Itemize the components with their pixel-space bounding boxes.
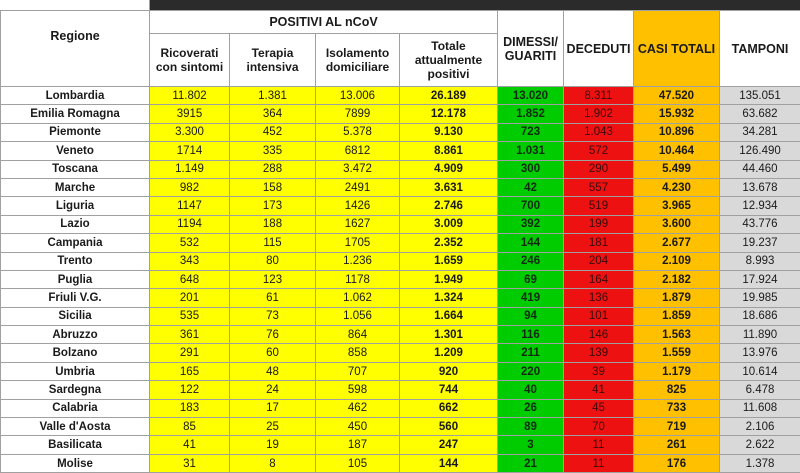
cell-terapia: 8 [230,454,316,472]
table-row [1,289,800,307]
cell-isolamento: 5.378 [316,123,400,141]
header-positivi-group: POSITIVI AL nCoV [150,11,498,34]
cell-totale: 3.631 [400,178,498,196]
cell-ricoverati: 41 [150,436,230,454]
table-row [1,178,800,196]
cell-deceduti: 1.902 [564,105,634,123]
cell-ricoverati: 3.300 [150,123,230,141]
cell-terapia: 76 [230,326,316,344]
cell-regione: Bolzano [1,344,150,362]
cell-dimessi: 13.020 [498,87,564,105]
header-dimessi: DIMESSI/ GUARITI [498,11,564,87]
cell-regione: Umbria [1,362,150,380]
cell-regione: Puglia [1,270,150,288]
cell-dimessi: 69 [498,270,564,288]
cell-deceduti: 70 [564,418,634,436]
cell-terapia: 60 [230,344,316,362]
cell-totale: 3.009 [400,215,498,233]
top-cap-row [1,0,800,11]
cell-terapia: 48 [230,362,316,380]
cell-ricoverati: 343 [150,252,230,270]
cell-terapia: 24 [230,381,316,399]
cell-ricoverati: 648 [150,270,230,288]
table-row [1,270,800,288]
cell-terapia: 61 [230,289,316,307]
cell-totale: 1.209 [400,344,498,362]
cell-casi-totali: 825 [634,381,720,399]
cell-deceduti: 41 [564,381,634,399]
table-row [1,123,800,141]
cell-deceduti: 101 [564,307,634,325]
cell-dimessi: 116 [498,326,564,344]
cell-tamponi: 2.622 [720,436,800,454]
table-row [1,381,800,399]
cell-deceduti: 204 [564,252,634,270]
cell-terapia: 1.381 [230,87,316,105]
cell-dimessi: 144 [498,234,564,252]
cell-tamponi: 10.614 [720,362,800,380]
table-row [1,105,800,123]
cell-tamponi: 11.890 [720,326,800,344]
cell-totale: 1.949 [400,270,498,288]
cell-casi-totali: 733 [634,399,720,417]
table-row [1,436,800,454]
cell-isolamento: 6812 [316,142,400,160]
cell-totale: 2.352 [400,234,498,252]
cell-totale: 247 [400,436,498,454]
cell-terapia: 115 [230,234,316,252]
header-regione: Regione [1,11,150,87]
cell-terapia: 364 [230,105,316,123]
cell-casi-totali: 1.879 [634,289,720,307]
cell-terapia: 73 [230,307,316,325]
cell-tamponi: 63.682 [720,105,800,123]
cell-isolamento: 187 [316,436,400,454]
cell-regione: Molise [1,454,150,472]
cell-casi-totali: 10.464 [634,142,720,160]
header-deceduti: DECEDUTI [564,11,634,87]
cell-terapia: 452 [230,123,316,141]
table-row [1,252,800,270]
cell-terapia: 80 [230,252,316,270]
cell-ricoverati: 361 [150,326,230,344]
cell-tamponi: 18.686 [720,307,800,325]
cell-regione: Trento [1,252,150,270]
cell-casi-totali: 719 [634,418,720,436]
cell-deceduti: 199 [564,215,634,233]
table-row [1,326,800,344]
cell-regione: Abruzzo [1,326,150,344]
cell-terapia: 288 [230,160,316,178]
cell-casi-totali: 3.965 [634,197,720,215]
cell-dimessi: 246 [498,252,564,270]
cell-terapia: 335 [230,142,316,160]
cell-casi-totali: 5.499 [634,160,720,178]
cell-totale: 1.664 [400,307,498,325]
cell-casi-totali: 1.859 [634,307,720,325]
cell-isolamento: 1.062 [316,289,400,307]
cell-totale: 2.746 [400,197,498,215]
cell-totale: 1.301 [400,326,498,344]
cell-dimessi: 21 [498,454,564,472]
cell-tamponi: 11.608 [720,399,800,417]
cell-dimessi: 700 [498,197,564,215]
cell-dimessi: 26 [498,399,564,417]
cell-isolamento: 7899 [316,105,400,123]
table-row [1,234,800,252]
cell-casi-totali: 1.563 [634,326,720,344]
cell-regione: Veneto [1,142,150,160]
cell-casi-totali: 2.677 [634,234,720,252]
cell-casi-totali: 4.230 [634,178,720,196]
cell-dimessi: 94 [498,307,564,325]
cell-tamponi: 19.985 [720,289,800,307]
cell-ricoverati: 31 [150,454,230,472]
table-row [1,87,800,105]
cell-ricoverati: 535 [150,307,230,325]
cell-ricoverati: 165 [150,362,230,380]
cell-ricoverati: 183 [150,399,230,417]
cell-dimessi: 300 [498,160,564,178]
cell-isolamento: 462 [316,399,400,417]
cell-isolamento: 1.056 [316,307,400,325]
cell-deceduti: 164 [564,270,634,288]
cell-ricoverati: 1.149 [150,160,230,178]
cell-ricoverati: 122 [150,381,230,399]
cell-isolamento: 2491 [316,178,400,196]
cell-tamponi: 2.106 [720,418,800,436]
cell-isolamento: 3.472 [316,160,400,178]
cell-casi-totali: 10.896 [634,123,720,141]
cell-dimessi: 419 [498,289,564,307]
table-row [1,399,800,417]
cell-terapia: 17 [230,399,316,417]
cell-ricoverati: 3915 [150,105,230,123]
table-body [1,87,800,473]
cell-isolamento: 864 [316,326,400,344]
table-row [1,344,800,362]
cell-regione: Lazio [1,215,150,233]
cell-deceduti: 557 [564,178,634,196]
cell-deceduti: 11 [564,436,634,454]
cell-dimessi: 40 [498,381,564,399]
cell-tamponi: 126.490 [720,142,800,160]
cell-dimessi: 1.031 [498,142,564,160]
cell-totale: 8.861 [400,142,498,160]
cell-totale: 662 [400,399,498,417]
cell-totale: 560 [400,418,498,436]
cell-tamponi: 44.460 [720,160,800,178]
table-row [1,142,800,160]
cell-dimessi: 89 [498,418,564,436]
cell-casi-totali: 176 [634,454,720,472]
cell-terapia: 25 [230,418,316,436]
cell-totale: 144 [400,454,498,472]
cell-terapia: 19 [230,436,316,454]
table-row [1,307,800,325]
cell-deceduti: 519 [564,197,634,215]
cell-ricoverati: 982 [150,178,230,196]
header-isolamento: Isolamento domiciliare [316,34,400,87]
cell-deceduti: 136 [564,289,634,307]
cell-regione: Piemonte [1,123,150,141]
cell-regione: Campania [1,234,150,252]
header-tamponi: TAMPONI [720,11,800,87]
cell-dimessi: 3 [498,436,564,454]
cell-tamponi: 1.378 [720,454,800,472]
cell-terapia: 158 [230,178,316,196]
table-row [1,418,800,436]
table-row [1,197,800,215]
cell-isolamento: 105 [316,454,400,472]
cell-totale: 1.324 [400,289,498,307]
cell-deceduti: 1.043 [564,123,634,141]
header-casi-totali: CASI TOTALI [634,11,720,87]
cell-tamponi: 13.678 [720,178,800,196]
cell-deceduti: 8.311 [564,87,634,105]
cell-deceduti: 39 [564,362,634,380]
cell-ricoverati: 201 [150,289,230,307]
cell-totale: 12.178 [400,105,498,123]
cell-isolamento: 450 [316,418,400,436]
cell-regione: Basilicata [1,436,150,454]
cell-casi-totali: 2.182 [634,270,720,288]
cell-regione: Calabria [1,399,150,417]
cell-ricoverati: 11.802 [150,87,230,105]
table-row [1,160,800,178]
cell-deceduti: 572 [564,142,634,160]
cell-ricoverati: 532 [150,234,230,252]
cell-dimessi: 723 [498,123,564,141]
cell-ricoverati: 1147 [150,197,230,215]
cell-casi-totali: 1.179 [634,362,720,380]
cell-isolamento: 858 [316,344,400,362]
cell-isolamento: 598 [316,381,400,399]
cell-terapia: 173 [230,197,316,215]
cell-regione: Marche [1,178,150,196]
cell-dimessi: 220 [498,362,564,380]
cell-deceduti: 11 [564,454,634,472]
cell-tamponi: 34.281 [720,123,800,141]
cell-regione: Emilia Romagna [1,105,150,123]
cell-totale: 4.909 [400,160,498,178]
cell-casi-totali: 15.932 [634,105,720,123]
cell-totale: 1.659 [400,252,498,270]
cell-casi-totali: 3.600 [634,215,720,233]
cell-isolamento: 1.236 [316,252,400,270]
cell-regione: Lombardia [1,87,150,105]
cell-terapia: 188 [230,215,316,233]
header-totale: Totale attualmente positivi [400,34,498,87]
cell-casi-totali: 261 [634,436,720,454]
cell-ricoverati: 1194 [150,215,230,233]
cell-dimessi: 392 [498,215,564,233]
cell-totale: 9.130 [400,123,498,141]
table-row [1,362,800,380]
cell-isolamento: 1705 [316,234,400,252]
cell-tamponi: 19.237 [720,234,800,252]
cell-deceduti: 181 [564,234,634,252]
cell-dimessi: 42 [498,178,564,196]
cell-deceduti: 139 [564,344,634,362]
cell-deceduti: 146 [564,326,634,344]
cell-isolamento: 1426 [316,197,400,215]
cell-ricoverati: 85 [150,418,230,436]
cell-regione: Sicilia [1,307,150,325]
cell-dimessi: 211 [498,344,564,362]
cell-casi-totali: 1.559 [634,344,720,362]
cell-terapia: 123 [230,270,316,288]
cell-totale: 744 [400,381,498,399]
cell-isolamento: 1627 [316,215,400,233]
cell-dimessi: 1.852 [498,105,564,123]
cell-isolamento: 1178 [316,270,400,288]
cell-ricoverati: 291 [150,344,230,362]
cell-regione: Toscana [1,160,150,178]
cell-tamponi: 13.976 [720,344,800,362]
cell-isolamento: 13.006 [316,87,400,105]
cell-deceduti: 45 [564,399,634,417]
cell-casi-totali: 47.520 [634,87,720,105]
cell-tamponi: 17.924 [720,270,800,288]
cell-regione: Sardegna [1,381,150,399]
cell-totale: 26.189 [400,87,498,105]
cell-isolamento: 707 [316,362,400,380]
cell-tamponi: 43.776 [720,215,800,233]
cell-tamponi: 8.993 [720,252,800,270]
cell-regione: Valle d'Aosta [1,418,150,436]
cell-casi-totali: 2.109 [634,252,720,270]
cell-regione: Liguria [1,197,150,215]
table-row [1,215,800,233]
table-row [1,454,800,472]
cell-tamponi: 12.934 [720,197,800,215]
header-row-1 [1,11,800,34]
cell-tamponi: 135.051 [720,87,800,105]
header-terapia: Terapia intensiva [230,34,316,87]
cell-totale: 920 [400,362,498,380]
cell-ricoverati: 1714 [150,142,230,160]
cell-regione: Friuli V.G. [1,289,150,307]
header-ricoverati: Ricoverati con sintomi [150,34,230,87]
cell-deceduti: 290 [564,160,634,178]
cell-tamponi: 6.478 [720,381,800,399]
